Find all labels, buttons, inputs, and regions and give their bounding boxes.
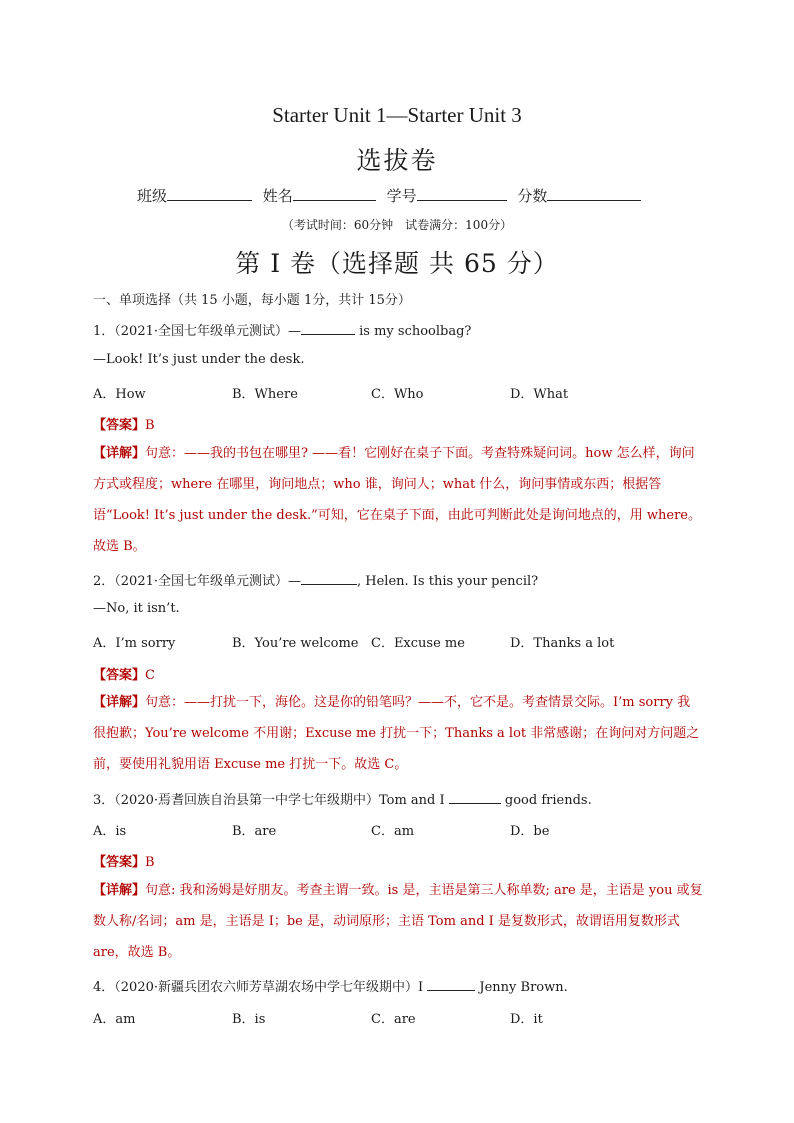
answer-label: 【答案】 xyxy=(93,668,146,683)
question-3-stem xyxy=(93,789,592,808)
question-4-option-b: B．is xyxy=(232,1012,266,1027)
detail-text: 句意: 我和汤姆是好朋友。考查主谓一致。is 是，主语是第三人称单数; are 是，主语是 you 或复数人称/名词；am 是，主语是 I；be 是，动词原形；主语 Tom and I 是复数形式，故谓语用复数形式 are，故选 B。 xyxy=(93,883,703,960)
question-1-answer xyxy=(93,414,155,433)
question-2-stem-suffix: , Helen. Is this your pencil? xyxy=(357,574,539,589)
answer-value: C xyxy=(145,668,155,683)
question-3-option-b: B．are xyxy=(232,824,277,839)
question-1-option-a: A．How xyxy=(93,387,146,402)
question-2-dialogue: —No, it isn’t. xyxy=(93,601,180,616)
question-3-option-c: C．am xyxy=(371,824,415,839)
question-1-option-c: C．Who xyxy=(371,387,424,402)
detail-text: 句意：——打扰一下，海伦。这是你的铅笔吗？——不，它不是。考查情景交际。I’m sorry 我很抱歉；You’re welcome 不用谢；Excuse me 打扰一下；Thanks a lot 非常感谢；在询问对方问题之前，要使用礼貌用语 Excuse me 打扰一下。故选 C。 xyxy=(93,695,700,772)
question-4-option-d: D．it xyxy=(510,1012,543,1027)
question-3-option-a: A．is xyxy=(93,824,127,839)
question-2-stem xyxy=(93,570,538,589)
student-info-fields xyxy=(137,185,647,206)
page-subtitle: 选拔卷 xyxy=(356,146,438,175)
field-label-class: 班级 xyxy=(137,187,168,205)
field-label-score: 分数 xyxy=(517,187,548,205)
part-title: 一、单项选择（共 15 小题，每小题 1分，共计 15分） xyxy=(93,293,411,308)
section-title: 第 I 卷（选择题 共 65 分） xyxy=(235,249,559,278)
question-3-blank xyxy=(449,791,501,804)
detail-label: 【详解】 xyxy=(93,446,146,461)
field-blank-name[interactable] xyxy=(293,185,376,201)
question-2-option-c: C．Excuse me xyxy=(371,636,465,651)
question-2-stem-prefix: 2．（2021·全国七年级单元测试）— xyxy=(93,574,301,589)
question-4-blank xyxy=(427,978,475,991)
question-2-detail xyxy=(93,687,703,780)
answer-label: 【答案】 xyxy=(93,418,146,433)
question-1-stem-prefix: 1．（2021·全国七年级单元测试）— xyxy=(93,324,301,339)
question-2-answer xyxy=(93,664,155,683)
question-4-stem-suffix: Jenny Brown. xyxy=(475,980,568,995)
answer-label: 【答案】 xyxy=(93,855,146,870)
field-label-name: 姓名 xyxy=(262,187,293,205)
question-1-dialogue: —Look! It’s just under the desk. xyxy=(93,352,305,367)
question-1-option-d: D．What xyxy=(510,387,569,402)
field-blank-score[interactable] xyxy=(547,185,641,201)
question-1-option-b: B．Where xyxy=(232,387,298,402)
page-title: Starter Unit 1—Starter Unit 3 xyxy=(272,103,522,127)
question-3-stem-prefix: 3．（2020·焉耆回族自治县第一中学七年级期中）Tom and I xyxy=(93,793,449,808)
question-2-option-a: A．I’m sorry xyxy=(93,636,176,651)
question-4-option-c: C．are xyxy=(371,1012,416,1027)
question-1-detail xyxy=(93,438,703,562)
question-2-option-d: D．Thanks a lot xyxy=(510,636,615,651)
detail-label: 【详解】 xyxy=(93,883,146,898)
question-4-option-a: A．am xyxy=(93,1012,136,1027)
detail-text: 句意：——我的书包在哪里? ——看！它刚好在桌子下面。考查特殊疑问词。how 怎么样，询问方式或程度；where 在哪里，询问地点；who 谁，询问人；what 什么，询问事情或东西；根据答语“Look! It’s just under the desk.”可知，它在桌子下面，由此可判断此处是询问地点的，用 where。故选 B。 xyxy=(93,446,701,554)
answer-value: B xyxy=(145,418,155,433)
question-3-stem-suffix: good friends. xyxy=(500,793,592,808)
answer-value: B xyxy=(145,855,155,870)
question-4-stem-prefix: 4．（2020·新疆兵团农六师芳草湖农场中学七年级期中）I xyxy=(93,980,428,995)
field-blank-number[interactable] xyxy=(417,185,507,201)
question-3-detail xyxy=(93,875,703,968)
detail-label: 【详解】 xyxy=(93,695,146,710)
question-1-stem-suffix: is my schoolbag? xyxy=(355,324,472,339)
question-3-answer xyxy=(93,851,155,870)
question-1-blank xyxy=(301,322,355,335)
question-1-stem xyxy=(93,320,471,339)
question-2-option-b: B．You’re welcome xyxy=(232,636,359,651)
field-blank-class[interactable] xyxy=(167,185,252,201)
question-2-blank xyxy=(301,572,357,585)
exam-info: （考试时间：60分钟 试卷满分：100分） xyxy=(281,218,513,232)
field-label-number: 学号 xyxy=(386,187,417,205)
question-4-stem xyxy=(93,976,568,995)
question-3-option-d: D．be xyxy=(510,824,550,839)
